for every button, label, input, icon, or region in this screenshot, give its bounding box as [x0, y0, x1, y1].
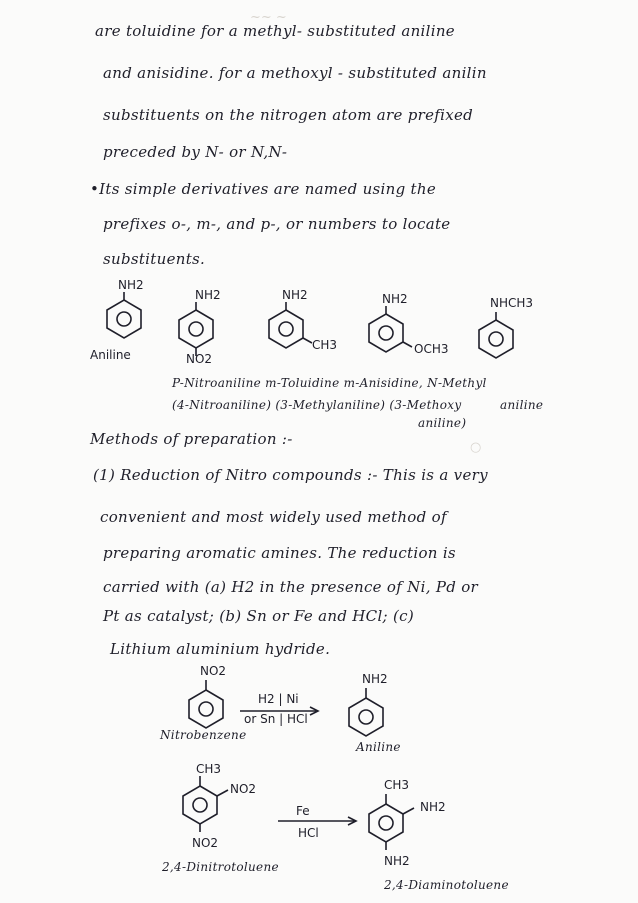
nitro-group-label: NO2: [200, 664, 227, 678]
text-line: preparing aromatic amines. The reduction is: [103, 544, 456, 562]
methyl-group-label: CH3: [196, 762, 222, 776]
text-line: prefixes o-, m-, and p-, or numbers to locate: [103, 215, 451, 233]
anisidine-amino-label: NH2: [382, 292, 408, 306]
anisidine-methoxy-label: OCH3: [414, 342, 449, 356]
nitroaniline-nitro-label: NO2: [186, 352, 213, 366]
toluidine-methyl-label: CH3: [312, 338, 338, 352]
toluidine-amino-label: NH2: [282, 288, 308, 302]
bleed-through-mark: ○: [470, 440, 482, 455]
benzene-ring-icon: [186, 686, 226, 730]
benzene-ring-icon: [366, 310, 410, 354]
aniline-name-label: Aniline: [90, 348, 131, 362]
reagent-label: Fe: [296, 804, 310, 818]
nitroaniline-amino-label: NH2: [195, 288, 221, 302]
benzene-ring-icon: [180, 782, 230, 836]
reagent-label: HCl: [298, 826, 319, 840]
compound-name: 2,4-Dinitrotoluene: [162, 860, 279, 874]
text-line: and anisidine. for a methoxyl - substituted anilin: [103, 64, 487, 82]
amino-group-label: NH2: [384, 854, 410, 868]
benzene-ring-icon: [176, 306, 216, 350]
text-line: carried with (a) H2 in the presence of Ni, Pd or: [103, 578, 478, 596]
derivative-names: aniline: [500, 398, 544, 412]
nitro-group-label: NO2: [192, 836, 219, 850]
text-line: (1) Reduction of Nitro compounds :- This is a very: [93, 466, 488, 484]
nitro-group-label: NO2: [230, 782, 257, 796]
methyl-group-label: CH3: [384, 778, 410, 792]
text-line: preceded by N- or N,N-: [103, 143, 288, 161]
text-line: convenient and most widely used method of: [100, 508, 447, 526]
text-line: Lithium aluminium hydride.: [110, 640, 331, 658]
reagent-label: H2 | Ni: [258, 692, 299, 706]
section-heading: Methods of preparation :-: [90, 430, 293, 448]
reaction-arrow-icon: [278, 816, 358, 826]
derivative-names: (4-Nitroaniline) (3-Methylaniline) (3-Methoxy: [172, 398, 462, 412]
benzene-ring-icon: [346, 694, 386, 738]
benzene-ring-icon: [104, 296, 144, 340]
bleed-through-mark: ~~ ~: [250, 10, 287, 25]
compound-name: Aniline: [356, 740, 401, 754]
aniline-amino-label: NH2: [118, 278, 144, 292]
text-line: substituents.: [103, 250, 206, 268]
text-line: are toluidine for a methyl- substituted aniline: [95, 22, 455, 40]
amino-group-label: NH2: [420, 800, 446, 814]
compound-name: Nitrobenzene: [160, 728, 247, 742]
benzene-ring-icon: [366, 800, 416, 854]
text-line: •Its simple derivatives are named using the: [90, 180, 437, 198]
benzene-ring-icon: [476, 316, 516, 360]
reagent-label: or Sn | HCl: [244, 712, 308, 726]
compound-name: 2,4-Diaminotoluene: [384, 878, 509, 892]
benzene-ring-icon: [266, 306, 310, 350]
derivative-names: aniline): [418, 416, 467, 430]
text-line: substituents on the nitrogen atom are prefixed: [103, 106, 474, 124]
amino-group-label: NH2: [362, 672, 388, 686]
derivative-names: P-Nitroaniline m-Toluidine m-Anisidine, N-Methyl: [172, 376, 487, 390]
text-line: Pt as catalyst; (b) Sn or Fe and HCl; (c): [103, 607, 414, 625]
methylaniline-amino-label: NHCH3: [490, 296, 534, 310]
